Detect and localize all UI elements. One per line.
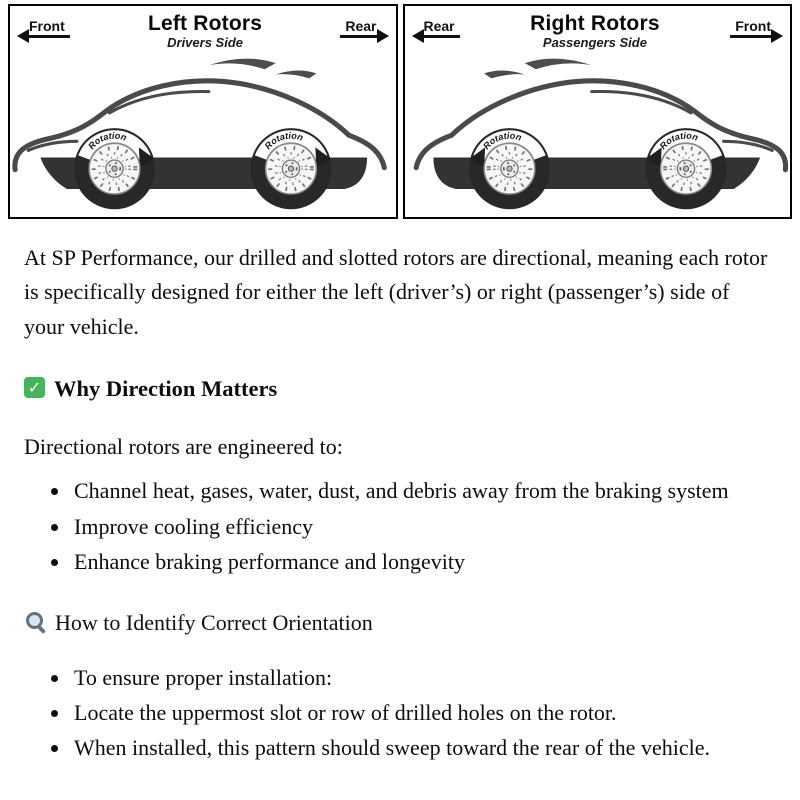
right-panel-titles <box>460 13 731 50</box>
identify-orientation-bullet-list <box>24 661 770 766</box>
car-body-mirrored <box>416 58 785 209</box>
right-panel-subtitle: Passengers Side <box>542 35 647 51</box>
car-body <box>15 58 384 209</box>
list-item: • Channel heat, gases, water, dust, and debris away from the braking system <box>71 474 770 508</box>
intro-paragraph: At SP Performance, our drilled and slotted rotors are directional, meaning each rotor is specifically designed for either the left (driver’s) or right (passenger’s) side of your vehicle. <box>24 245 768 339</box>
left-panel-titles <box>70 13 341 50</box>
rear-direction-arrow: Rear <box>340 16 381 38</box>
rear-direction-arrow: Rear <box>419 16 460 38</box>
right-panel-title: Right Rotors <box>530 12 660 35</box>
check-icon <box>24 377 45 398</box>
list-item: • Locate the uppermost slot or row of drilled holes on the rotor. <box>71 696 770 730</box>
section-heading-why-direction-matters <box>24 371 770 406</box>
left-rotors-panel <box>8 4 398 219</box>
rotation-label-rear-wheel: Rotation <box>480 130 523 151</box>
magnifier-icon <box>24 610 48 633</box>
left-panel-subtitle: Drivers Side <box>167 35 243 51</box>
engineered-to-lead: Directional rotors are engineered to: <box>24 434 343 460</box>
list-item: • Improve cooling efficiency <box>71 510 770 544</box>
right-panel-header <box>405 6 791 50</box>
rotor-direction-diagram <box>0 0 800 219</box>
rotation-label-rear-wheel: Rotation <box>262 130 305 151</box>
left-panel-header <box>10 6 396 50</box>
rotation-label-front-wheel: Rotation <box>657 130 699 151</box>
right-car-illustration <box>405 50 791 217</box>
why-direction-bullet-list <box>24 474 770 579</box>
left-car-illustration <box>10 50 396 217</box>
section-heading-identify-orientation <box>24 606 770 640</box>
right-rotors-panel <box>403 4 793 219</box>
list-item: • To ensure proper installation: <box>71 661 770 695</box>
list-item: • Enhance braking performance and longevity <box>71 545 770 579</box>
list-item: • When installed, this pattern should sweep toward the rear of the vehicle. <box>71 731 770 765</box>
rotation-label-front-wheel: Rotation <box>86 130 128 151</box>
section-heading-text: How to Identify Correct Orientation <box>55 610 373 636</box>
left-panel-title: Left Rotors <box>147 12 263 35</box>
section-heading-text: Why Direction Matters <box>54 376 278 401</box>
article-content <box>0 219 800 791</box>
front-direction-arrow: Front <box>24 16 70 38</box>
front-direction-arrow: Front <box>730 16 776 38</box>
